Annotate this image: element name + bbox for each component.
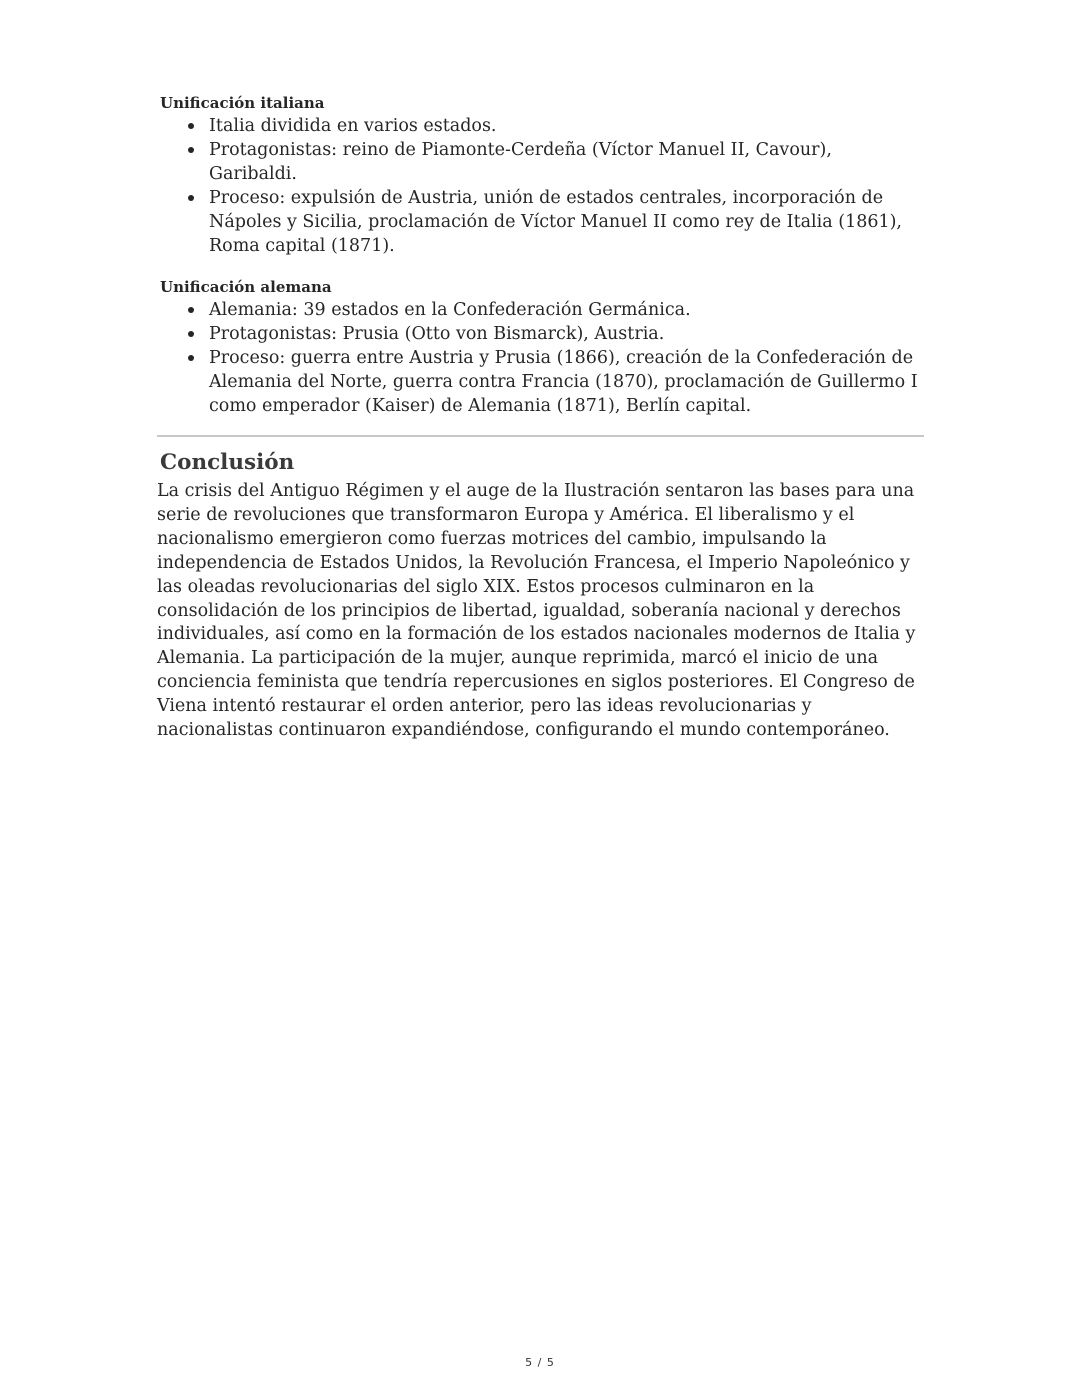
section-german-unification	[157, 276, 924, 418]
german-unification-list	[157, 298, 924, 418]
document-page	[157, 92, 924, 743]
list-item: Protagonistas: reino de Piamonte-Cerdeña (Víctor Manuel II, Cavour), Garibaldi.	[209, 138, 924, 186]
conclusion-paragraph: La crisis del Antiguo Régimen y el auge de la Ilustración sentaron las bases para una serie de revoluciones que transformaron Europa y América. El liberalismo y el nacionalismo emergieron como fuerzas motrices del cambio, impulsando la independencia de Estados Unidos, la Revolución Francesa, el Imperio Napoleónico y las oleadas revolucionarias del siglo XIX. Estos procesos culminaron en la consolidación de los principios de libertad, igualdad, soberanía nacional y derechos individuales, así como en la formación de los estados nacionales modernos de Italia y Alemania. La participación de la mujer, aunque reprimida, marcó el inicio de una conciencia feminista que tendría repercusiones en siglos posteriores. El Congreso de Viena intentó restaurar el orden anterior, pero las ideas revolucionarias y nacionalistas continuaron expandiéndose, configurando el mundo contemporáneo.	[157, 481, 916, 741]
conclusion-heading: Conclusión	[160, 450, 295, 475]
list-item: Proceso: guerra entre Austria y Prusia (1866), creación de la Confederación de Alemania del Norte, guerra contra Francia (1870), proclamación de Guillermo I como emperador (Kaiser) de Alemania (1871), Berlín capital.	[209, 346, 924, 418]
section-divider	[157, 435, 924, 437]
list-item: Protagonistas: Prusia (Otto von Bismarck), Austria.	[209, 322, 924, 346]
list-item: Alemania: 39 estados en la Confederación Germánica.	[209, 298, 924, 322]
section-conclusion	[157, 448, 924, 743]
italian-unification-heading: Unificación italiana	[160, 94, 325, 112]
page-number: 5 / 5	[525, 1356, 555, 1369]
german-unification-heading: Unificación alemana	[160, 278, 332, 296]
list-item: Italia dividida en varios estados.	[209, 114, 924, 138]
italian-unification-list	[157, 114, 924, 258]
section-italian-unification	[157, 92, 924, 258]
list-item: Proceso: expulsión de Austria, unión de estados centrales, incorporación de Nápoles y Sicilia, proclamación de Víctor Manuel II como rey de Italia (1861), Roma capital (1871).	[209, 186, 924, 258]
